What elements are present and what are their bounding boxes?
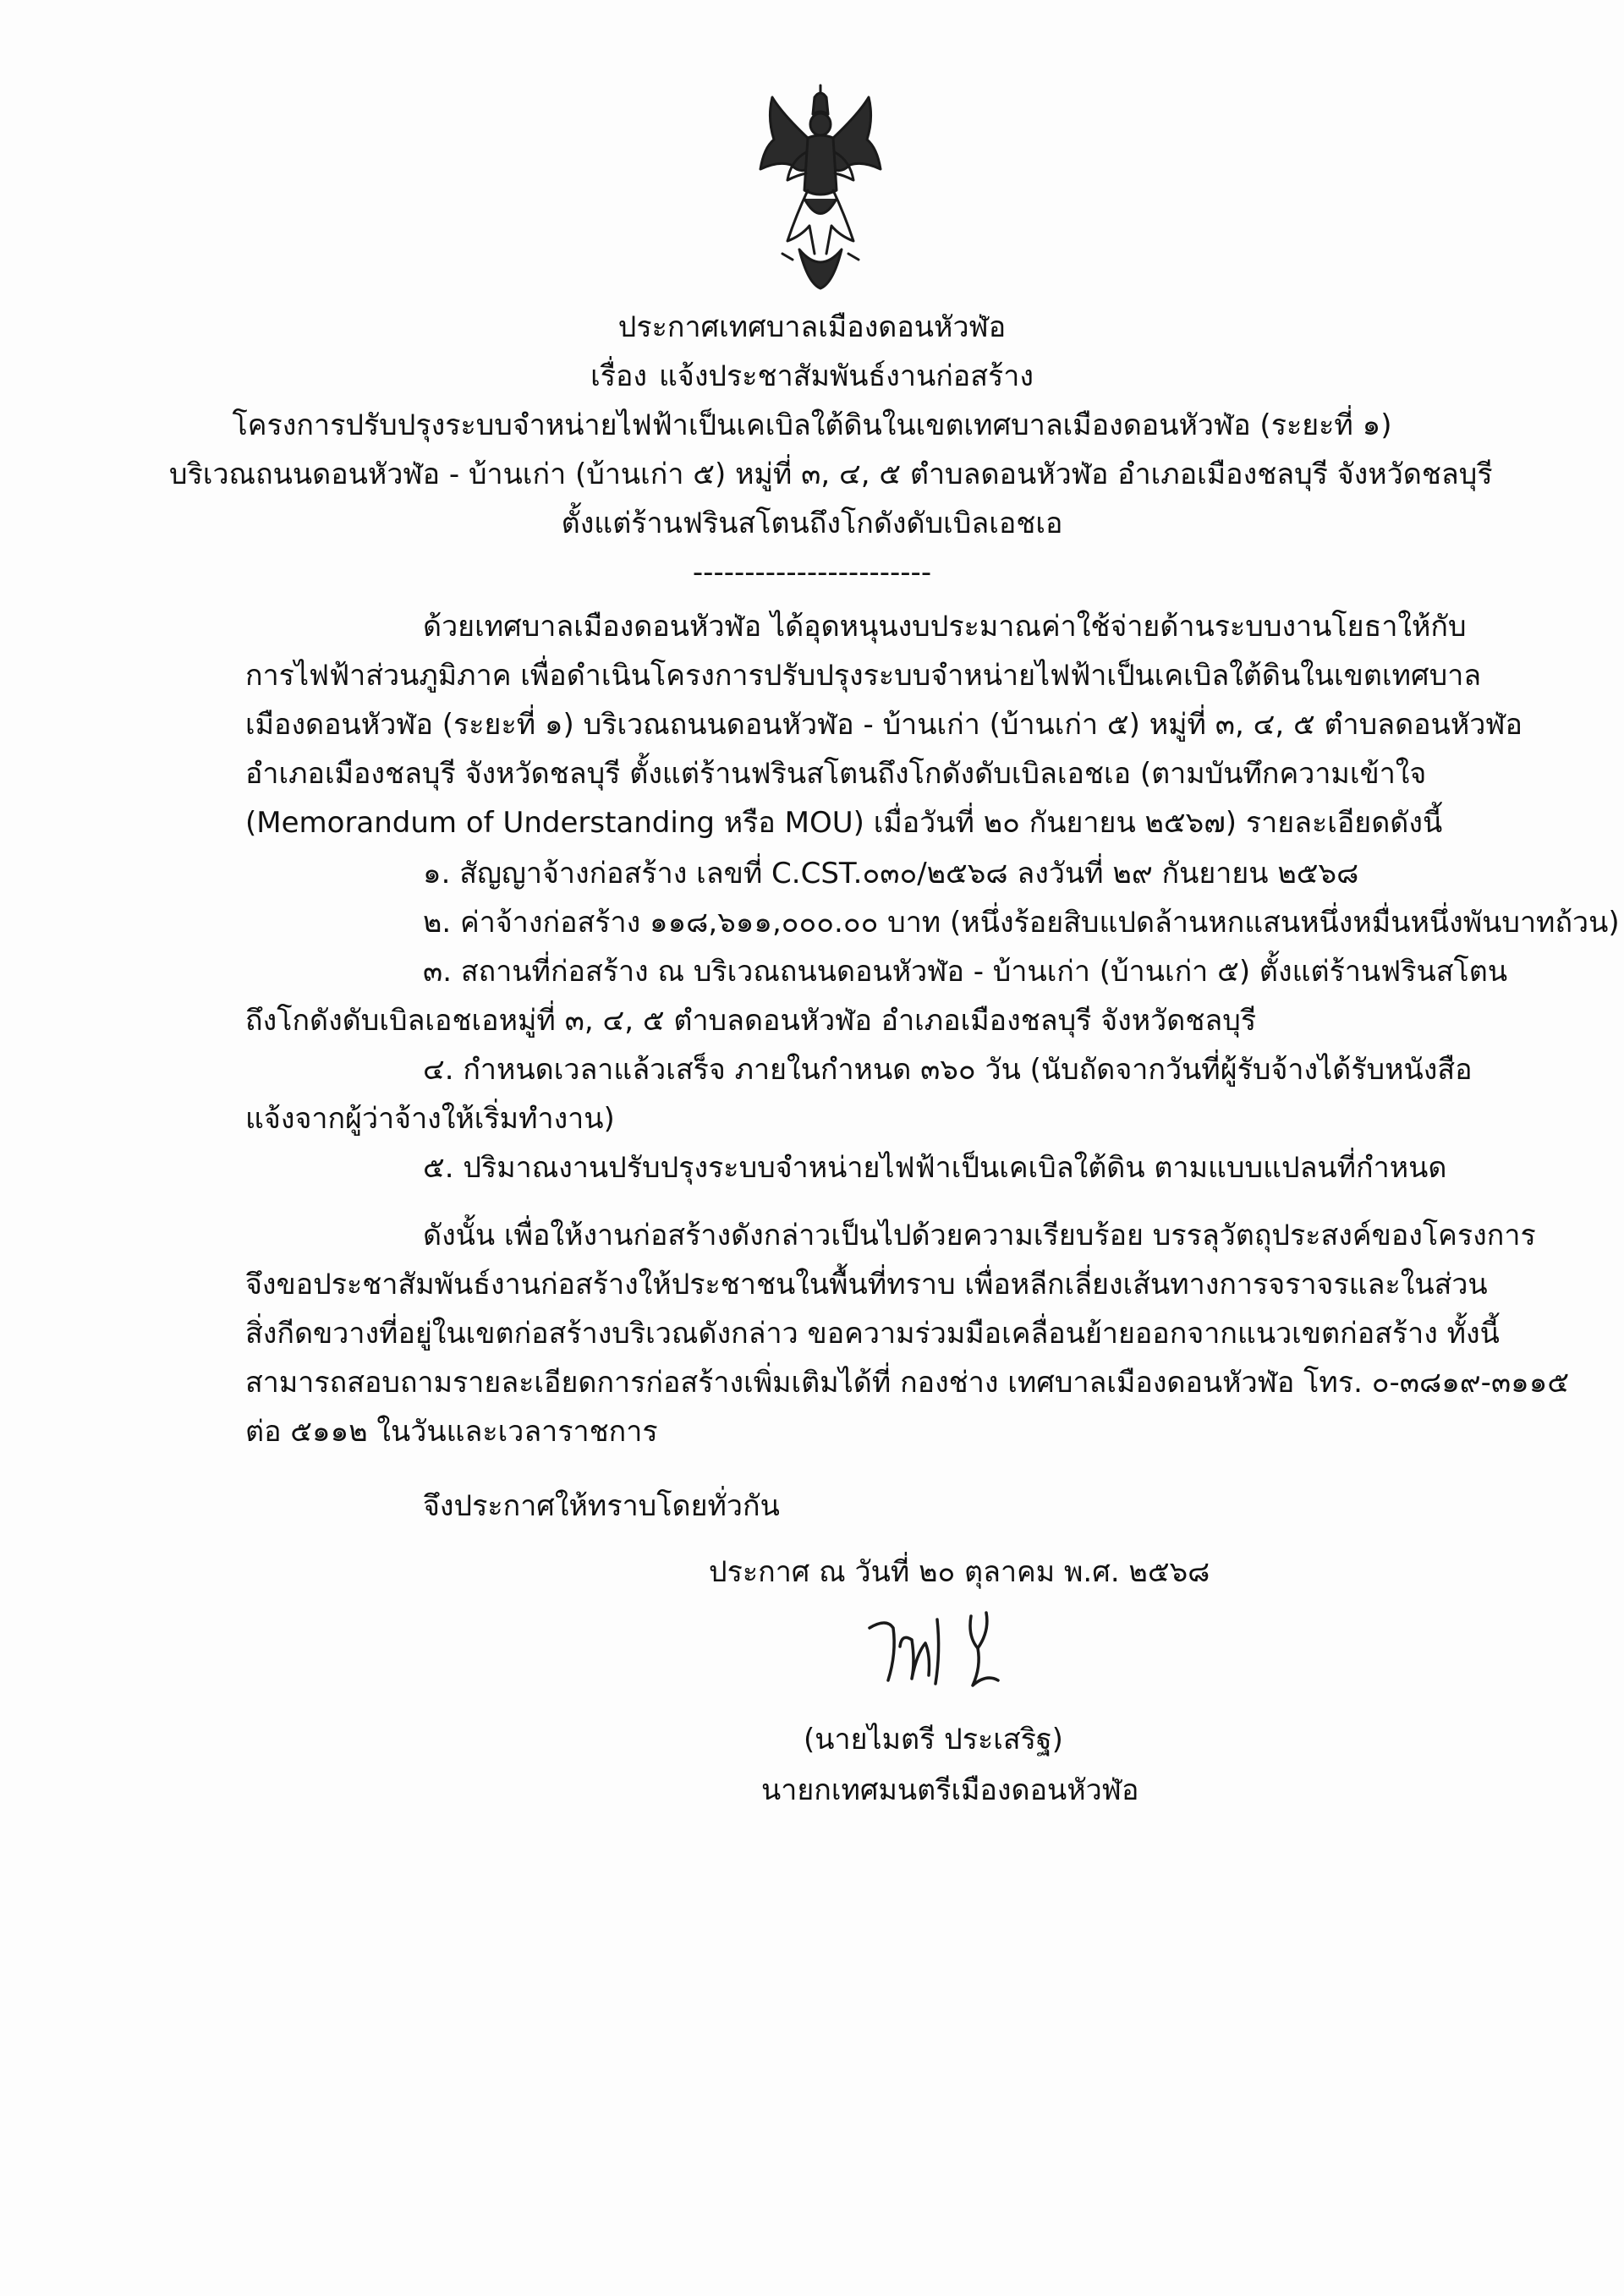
intro-line: เมืองดอนหัวฬ่อ (ระยะที่ ๑) บริเวณถนนดอนหัวฬ่อ - บ้านเก่า (บ้านเก่า ๕) หมู่ที่ ๓, ๔, ๕ ตำบลดอนหัวฬ่อ [245,708,1522,742]
detail-item-contract: ๑. สัญญาจ้างก่อสร้าง เลขที่ C.CST.๐๓๐/๒๕๖๘ ลงวันที่ ๒๙ กันยายน ๒๕๖๘ [423,857,1359,890]
detail-item-cost: ๒. ค่าจ้างก่อสร้าง ๑๑๘,๖๑๑,๐๐๐.๐๐ บาท (หนึ่งร้อยสิบแปดล้านหกแสนหนึ่งหมื่นหนึ่งพันบาทถ้วน) [423,906,1620,940]
garuda-emblem-icon [757,80,884,292]
subject-text: แจ้งประชาสัมพันธ์งานก่อสร้าง [658,359,1034,393]
intro-line: (Memorandum of Understanding หรือ MOU) เมื่อวันที่ ๒๐ กันยายน ๒๕๖๗) รายละเอียดดังนี้ [245,806,1443,840]
announcement-date: ประกาศ ณ วันที่ ๒๐ ตุลาคม พ.ศ. ๒๕๖๘ [709,1555,1210,1589]
details-list [245,849,1620,1192]
handwritten-signature [863,1603,1049,1696]
announcement-notice: จึงประกาศให้ทราบโดยทั่วกัน [423,1489,780,1523]
project-title-line2: บริเวณถนนดอนหัวฬ่อ - บ้านเก่า (บ้านเก่า ๕) หมู่ที่ ๓, ๔, ๕ ตำบลดอนหัวฬ่อ อำเภอเมืองชลบุรี จังหวัดชลบุรี [169,458,1493,491]
closing-line: สามารถสอบถามรายละเอียดการก่อสร้างเพิ่มเติมได้ที่ กองช่าง เทศบาลเมืองดอนหัวฬ่อ โทร. ๐-๓๘๑๙-๓๑๑๕ [245,1366,1570,1400]
detail-item-duration-cont: แจ้งจากผู้ว่าจ้างให้เริ่มทำงาน) [245,1102,615,1136]
closing-paragraph [245,1211,1570,1456]
announcement-header [169,303,1493,597]
closing-line: จึงขอประชาสัมพันธ์งานก่อสร้างให้ประชาชนในพื้นที่ทราบ เพื่อหลีกเลี่ยงเส้นทางการจราจรและในส่วน [245,1268,1488,1301]
announcement-org: ประกาศเทศบาลเมืองดอนหัวฬ่อ [617,310,1007,344]
detail-item-scope: ๕. ปริมาณงานปรับปรุงระบบจำหน่ายไฟฟ้าเป็นเคเบิลใต้ดิน ตามแบบแปลนที่กำหนด [423,1151,1447,1185]
intro-line: อำเภอเมืองชลบุรี จังหวัดชลบุรี ตั้งแต่ร้านฟรินสโตนถึงโกดังดับเบิลเอชเอ (ตามบันทึกความเข้าใจ [245,757,1427,791]
announcement-subject [169,352,1455,401]
detail-item-location-cont: ถึงโกดังดับเบิลเอชเอหมู่ที่ ๓, ๔, ๕ ตำบลดอนหัวฬ่อ อำเภอเมืองชลบุรี จังหวัดชลบุรี [245,1004,1257,1038]
project-title-line1: โครงการปรับปรุงระบบจำหน่ายไฟฟ้าเป็นเคเบิลใต้ดินในเขตเทศบาลเมืองดอนหัวฬ่อ (ระยะที่ ๑) [232,408,1392,442]
subject-label: เรื่อง [590,359,647,393]
signatory-name: (นายไมตรี ประเสริฐ) [804,1723,1063,1756]
intro-line: ด้วยเทศบาลเมืองดอนหัวฬ่อ ได้อุดหนุนงบประมาณค่าใช้จ่ายด้านระบบงานโยธาให้กับ [423,610,1467,644]
closing-line: ดังนั้น เพื่อให้งานก่อสร้างดังกล่าวเป็นไปด้วยความเรียบร้อย บรรลุวัตถุประสงค์ของโครงการ [423,1219,1536,1252]
detail-item-location: ๓. สถานที่ก่อสร้าง ณ บริเวณถนนดอนหัวฬ่อ - บ้านเก่า (บ้านเก่า ๕) ตั้งแต่ร้านฟรินสโตน [423,955,1508,989]
project-title-line3: ตั้งแต่ร้านฟรินสโตนถึงโกดังดับเบิลเอชเอ [561,507,1063,540]
closing-line: ต่อ ๕๑๑๒ ในวันและเวลาราชการ [245,1415,658,1449]
intro-paragraph [245,602,1522,847]
intro-line: การไฟฟ้าส่วนภูมิภาค เพื่อดำเนินโครงการปรับปรุงระบบจำหน่ายไฟฟ้าเป็นเคเบิลใต้ดินในเขตเทศบาล [245,659,1482,693]
detail-item-duration: ๔. กำหนดเวลาแล้วเสร็จ ภายในกำหนด ๓๖๐ วัน (นับถัดจากวันที่ผู้รับจ้างได้รับหนังสือ [423,1053,1473,1087]
header-separator: ----------------------- [692,556,932,589]
signatory-position: นายกเทศมนตรีเมืองดอนหัวฬ่อ [761,1773,1139,1807]
closing-line: สิ่งกีดขวางที่อยู่ในเขตก่อสร้างบริเวณดังกล่าว ขอความร่วมมือเคลื่อนย้ายออกจากแนวเขตก่อสร้าง ทั้งนี้ [245,1317,1500,1351]
